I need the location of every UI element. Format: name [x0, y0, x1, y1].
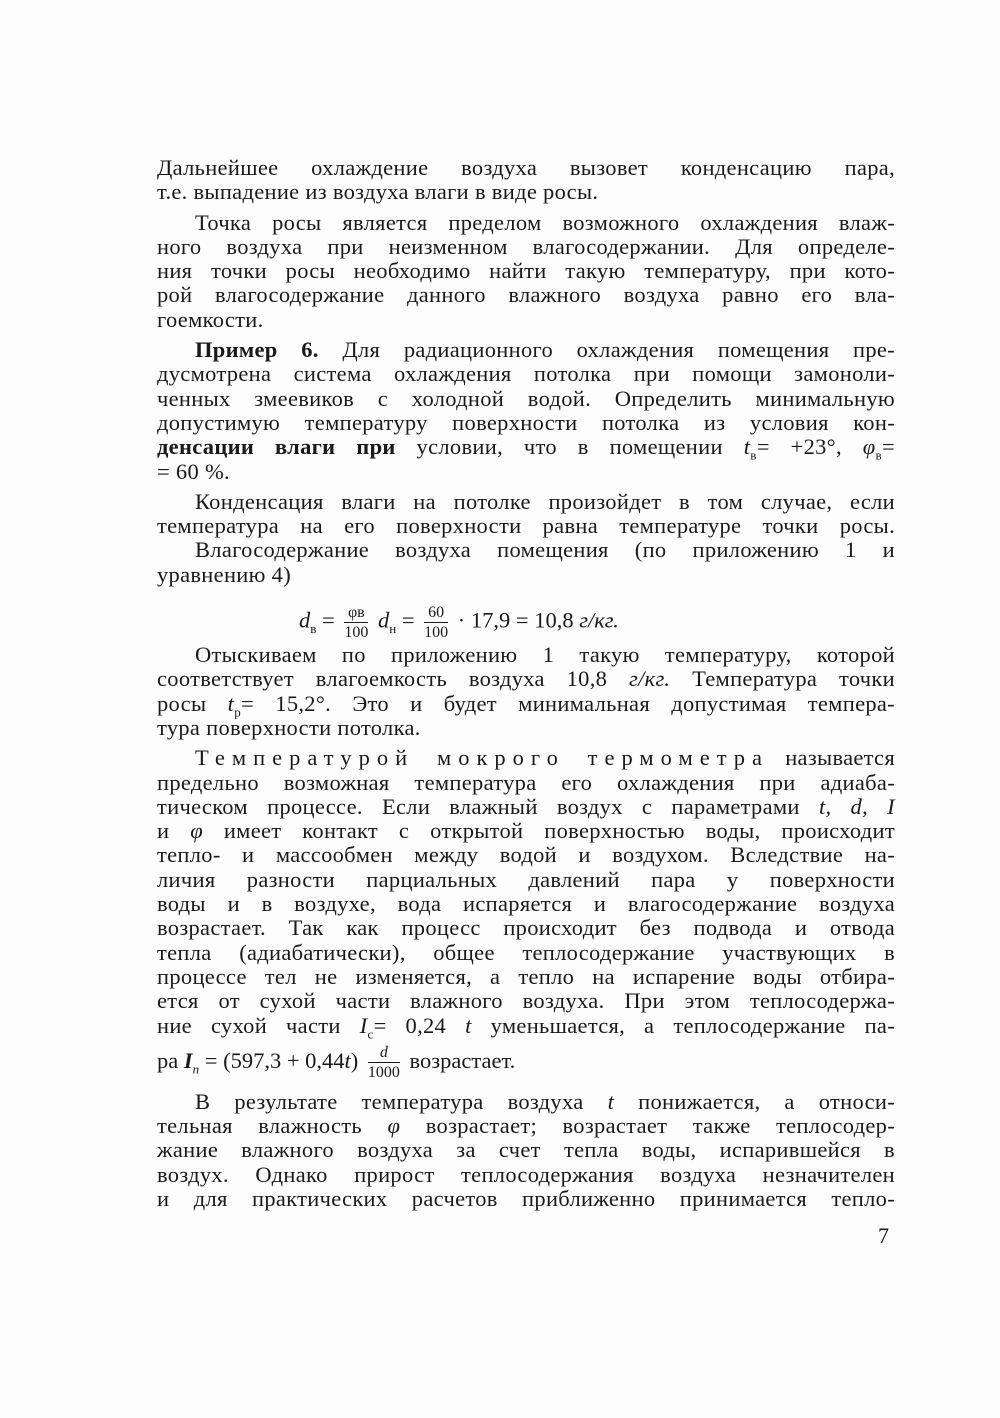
text-line: ется от сухой части влажного воздуха. При этом теплосодержа- — [157, 988, 895, 1014]
text-line: Температурой мокрого термометра называется — [195, 745, 895, 771]
text-line: воды и в воздухе, вода испаряется и влагосодержание воздуха — [157, 891, 895, 917]
text-line: воздух. Однако прирост теплосодержания воздуха незначителен — [157, 1161, 895, 1187]
fraction: $\frac{60}{100}$ — [424, 604, 449, 642]
text-line: возрастает. Так как процесс происходит без подвода и отвода — [157, 915, 895, 941]
text-line: рой влагосодержание данного влажного воздуха равно его вла- — [157, 282, 895, 308]
text-line: жание влажного воздуха за счет тепла воды, испарившейся в — [157, 1137, 895, 1163]
text-line: температура на его поверхности равна температуре точки росы. — [157, 513, 895, 539]
text-line: росы $t_р= 15,2^\circ$. Это и будет минимальная допустимая темпера- — [157, 690, 895, 720]
fraction: $\frac{\varphi в}{100}$ — [344, 604, 369, 642]
text-line: Дальнейшее охлаждение воздуха вызовет конденсацию пара, — [157, 155, 895, 180]
text-line: и для практических расчетов приближенно принимается тепло- — [157, 1185, 895, 1211]
text-line: Влагосодержание воздуха помещения (по приложению 1 и — [195, 537, 895, 563]
text-line: тура поверхности потолка. — [157, 714, 421, 740]
text-line: т.е. выпадение из воздуха влаги в виде росы. — [157, 179, 599, 205]
text-line: тепло- и массообмен между водой и воздухом. Вследствие на- — [157, 842, 895, 868]
text-line: ченных змеевиков с холодной водой. Определить минимальную — [157, 385, 895, 411]
text-line: уравнению 4) — [157, 561, 291, 587]
text-line: гоемкости. — [157, 306, 264, 332]
example-heading-line: Пример 6. Для радиационного охлаждения помещения пре- — [195, 337, 895, 363]
humidity-formula: $d_в$ = $\frac{\varphi в}{100}$ $d_н$ = $\frac{60}{100}$ · 17,9 = 10,8 г/кг. — [299, 604, 619, 642]
text-line: Отыскиваем по приложению 1 такую температуру, которой — [195, 642, 895, 668]
text-line: ного воздуха при неизменном влагосодержании. Для определе- — [157, 233, 895, 259]
text-line: тепла (адиабатически), общее теплосодержание участвующих в — [157, 939, 895, 965]
text-line: соответствует влагоемкость воздуха 10,8 г/кг. Температура точки — [157, 666, 895, 692]
example-label: Пример 6. — [195, 337, 319, 363]
text-line: дусмотрена система охлаждения потолка при помощи замоноли- — [157, 361, 895, 387]
page-body — [157, 156, 895, 1211]
text-line: В результате температура воздуха t понижается, а относи- — [195, 1088, 895, 1114]
text-line: личия разности парциальных давлений пара у поверхности — [157, 866, 895, 892]
fraction: $\frac{d}{1000}$ — [367, 1044, 400, 1082]
text-line: процессе тел не изменяется, а тепло на испарение воды отбира- — [157, 963, 895, 989]
text-line: = 60 %. — [157, 458, 230, 484]
spaced-term: Температурой мокрого термометра — [195, 745, 770, 771]
text-line: ние сухой части $I_с= 0,24$ t уменьшается, а теплосодержание па- — [157, 1012, 895, 1041]
text-line: тельная влажность φ возрастает; возрастает также теплосодер- — [157, 1113, 895, 1139]
text-line: допустимую температуру поверхности потолка из условия кон- — [157, 409, 895, 435]
text-line: и φ имеет контакт с открытой поверхностью воды, происходит — [157, 818, 895, 844]
text-line: денсации влаги при условии, что в помещении $t_в= +23^\circ$, $\varphi_в=$ — [157, 434, 895, 463]
text-line: предельно возможная температура его охлаждения при адиаба- — [157, 769, 895, 795]
page-number: 7 — [878, 1223, 889, 1248]
text-line: Конденсация влаги на потолке произойдет в том случае, если — [195, 488, 895, 514]
enthalpy-formula-line: ра $I_п = (597,3 + 0,44t)$ $\frac{d}{1000}$ возрастает. — [157, 1044, 516, 1082]
text-line: Точка росы является пределом возможного охлаждения влаж- — [195, 209, 895, 235]
text-line: ния точки росы необходимо найти такую температуру, при кото- — [157, 258, 895, 284]
text-line: тическом процессе. Если влажный воздух с параметрами t, d, I — [157, 793, 895, 819]
